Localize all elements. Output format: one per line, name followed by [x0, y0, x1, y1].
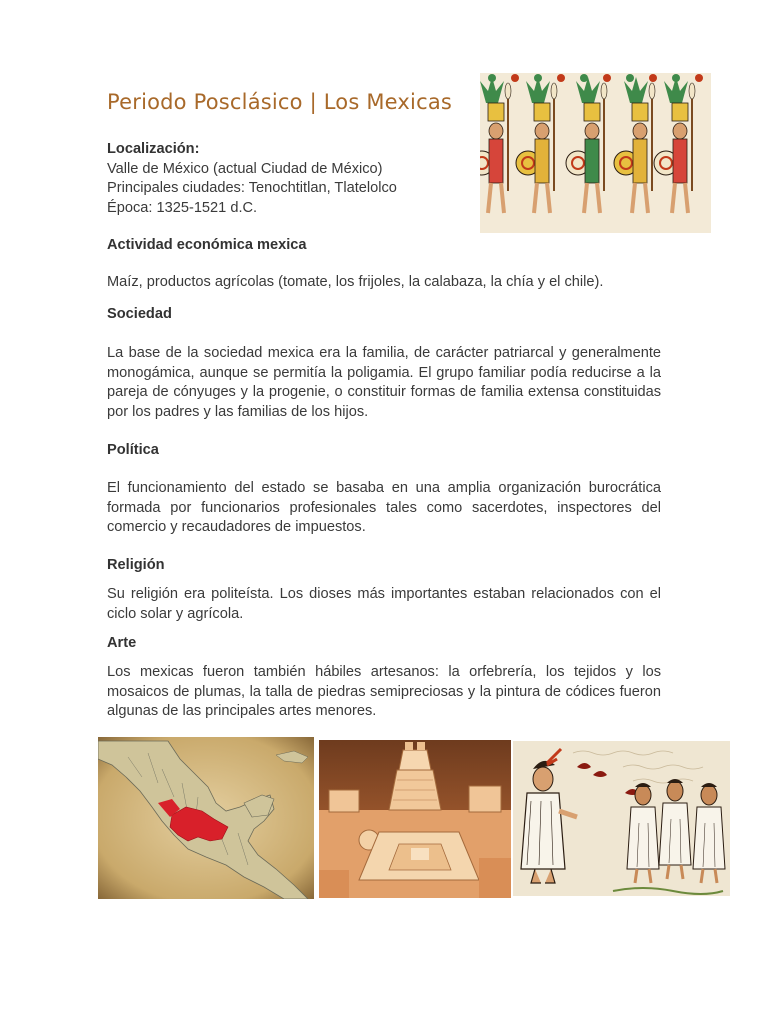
- localizacion-section: [107, 140, 661, 218]
- religion-heading: Religión: [107, 557, 165, 573]
- arte-heading: Arte: [107, 635, 137, 651]
- religion-paragraph: Su religión era politeísta. Los dioses más importantes estaban relacionados con el ciclo solar y agrícola.: [107, 586, 661, 622]
- religion-text: [107, 585, 661, 624]
- localizacion-line-2: Principales ciudades: Tenochtitlan, Tlatelolco: [107, 180, 397, 196]
- localizacion-line-3: Época: 1325-1521 d.C.: [107, 199, 258, 216]
- sociedad-text: [107, 344, 661, 422]
- sociedad-paragraph: La base de la sociedad mexica era la familia, de carácter patriarcal y generalmente monogámica, aunque se permitía la poligamia. El grupo familiar podía reducirse a la pareja de cónyuges y la progenie, o constituir formas de familia extensa constituidas por los padres y las familias de los hijos.: [107, 345, 661, 420]
- arte-paragraph: Los mexicas fueron también hábiles artesanos: la orfebrería, los tejidos y los mosaicos de plumas, la talla de piedras semipreciosas y la pintura de códices fueron algunas de las principales artes menores.: [107, 664, 661, 719]
- economia-text: Maíz, productos agrícolas (tomate, los frijoles, la calabaza, la chía y el chile).: [107, 274, 604, 290]
- page-title: Periodo Posclásico | Los Mexicas: [107, 90, 453, 114]
- politica-heading: Política: [107, 442, 159, 458]
- politica-paragraph: El funcionamiento del estado se basaba en una amplia organización burocrática formada por funcionarios profesionales tales como sacerdotes, inspectores del comercio y recaudadores de impuestos.: [107, 480, 661, 535]
- economia-heading: Actividad económica mexica: [107, 237, 307, 253]
- sociedad-heading: Sociedad: [107, 306, 172, 322]
- mesoamerica-map-image: [98, 737, 314, 899]
- tenochtitlan-model-image: [319, 740, 511, 898]
- codex-scene-image: [513, 741, 730, 896]
- localizacion-heading: Localización:: [107, 141, 200, 157]
- politica-text: [107, 479, 661, 538]
- arte-text: [107, 663, 661, 722]
- localizacion-line-1: Valle de México (actual Ciudad de México): [107, 160, 383, 177]
